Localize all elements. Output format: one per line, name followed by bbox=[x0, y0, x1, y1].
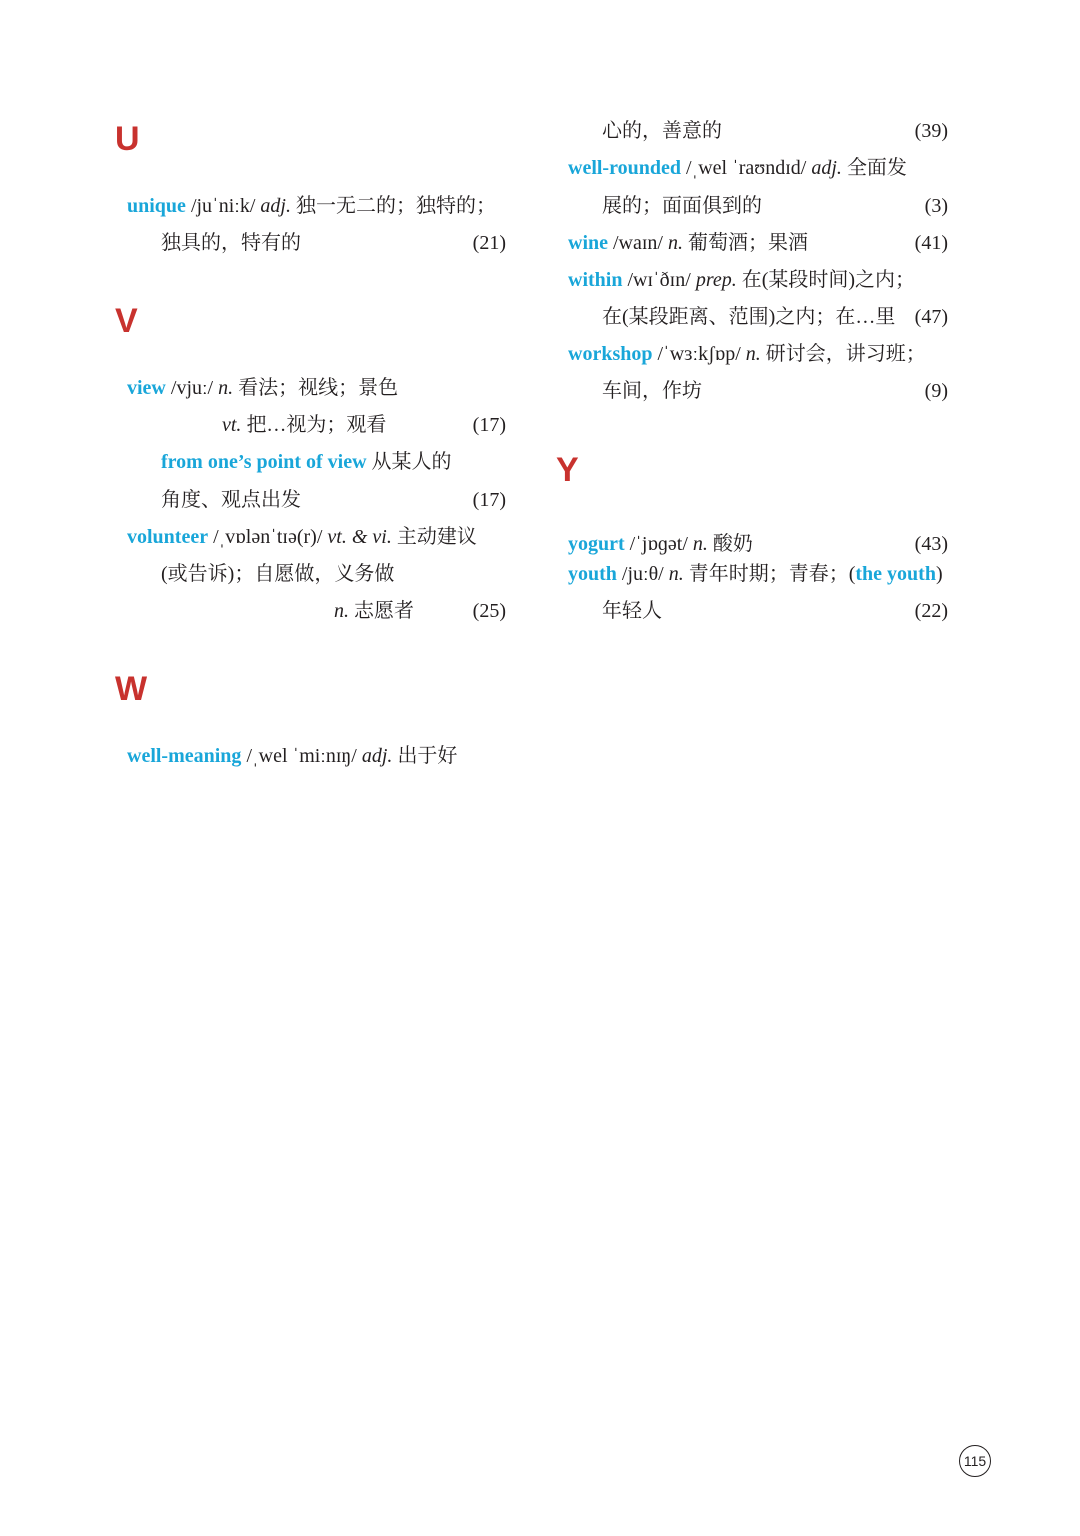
page-ref: (21) bbox=[472, 232, 506, 254]
headword: yogurt bbox=[568, 533, 625, 555]
entry-well-meaning-line2: 心的，善意的 bbox=[602, 120, 722, 142]
phonetic: /juˈniːk/ bbox=[190, 195, 256, 217]
definition: 青年时期；青春；( bbox=[688, 563, 856, 585]
part-of-speech: n. bbox=[218, 377, 234, 399]
entry-volunteer-line1 bbox=[127, 527, 477, 547]
definition: 研讨会，讲习班； bbox=[765, 343, 926, 365]
page-ref: (41) bbox=[914, 232, 948, 254]
page-ref: (17) bbox=[472, 489, 506, 511]
entry-workshop-line2: 车间，作坊 bbox=[602, 380, 702, 402]
part-of-speech: n. bbox=[668, 563, 684, 585]
part-of-speech: vt. bbox=[222, 414, 242, 436]
headword: youth bbox=[568, 563, 617, 585]
entry-view-line1 bbox=[127, 378, 398, 398]
entry-unique-line1 bbox=[127, 196, 496, 216]
page-number: 115 bbox=[959, 1445, 991, 1477]
headword: workshop bbox=[568, 343, 653, 365]
headword: well-rounded bbox=[568, 157, 681, 179]
phonetic: /vjuː/ bbox=[170, 377, 214, 399]
phonetic: /ˈjɒɡət/ bbox=[629, 533, 688, 555]
entry-volunteer-line3 bbox=[334, 601, 414, 621]
definition: 葡萄酒；果酒 bbox=[688, 232, 808, 254]
part-of-speech: n. bbox=[745, 343, 761, 365]
page-ref: (39) bbox=[914, 120, 948, 142]
part-of-speech: adj. bbox=[811, 157, 842, 179]
phrase: from one’s point of view bbox=[161, 451, 367, 473]
entry-yogurt-line1 bbox=[568, 534, 753, 554]
definition: 志愿者 bbox=[354, 600, 414, 622]
definition: 把…视为；观看 bbox=[246, 414, 387, 436]
entry-within-line1 bbox=[568, 270, 915, 290]
definition: 从某人的 bbox=[371, 451, 452, 473]
phonetic: /ˈwɜːkʃɒp/ bbox=[657, 343, 741, 365]
part-of-speech: n. bbox=[668, 232, 683, 254]
entry-volunteer-line2: (或告诉)；自愿做，义务做 bbox=[161, 563, 395, 585]
entry-well-rounded-line1 bbox=[568, 158, 907, 178]
definition: 全面发 bbox=[846, 157, 907, 179]
headword: unique bbox=[127, 195, 186, 217]
entry-well-meaning-line1 bbox=[127, 746, 457, 766]
entry-well-rounded-line2: 展的；面面俱到的 bbox=[602, 195, 762, 217]
part-of-speech: adj. bbox=[260, 195, 291, 217]
entry-workshop-line1 bbox=[568, 344, 926, 364]
definition: 主动建议 bbox=[396, 526, 477, 548]
part-of-speech: n. bbox=[334, 600, 349, 622]
section-letter-y: Y bbox=[556, 451, 579, 489]
part-of-speech: adj. bbox=[361, 745, 393, 767]
entry-wine-line1 bbox=[568, 233, 808, 253]
headword: well-meaning bbox=[127, 745, 242, 767]
part-of-speech: prep. bbox=[695, 269, 737, 291]
entry-within-line2: 在(某段距离、范围)之内；在…里 bbox=[602, 306, 896, 328]
headword: volunteer bbox=[127, 526, 209, 548]
phonetic: /wɪˈðɪn/ bbox=[627, 269, 691, 291]
page-ref: (9) bbox=[924, 380, 948, 402]
section-letter-v: V bbox=[115, 302, 138, 340]
definition: 独一无二的；独特的； bbox=[295, 195, 496, 217]
phonetic: /ˌwel ˈraʊndɪd/ bbox=[685, 157, 807, 179]
phonetic: /ˌvɒlənˈtɪə(r)/ bbox=[213, 526, 323, 548]
phrase: the youth bbox=[855, 563, 936, 585]
part-of-speech: vt. & vi. bbox=[327, 526, 392, 548]
entry-view-line2 bbox=[222, 415, 386, 435]
definition: 酸奶 bbox=[712, 533, 753, 555]
section-letter-w: W bbox=[115, 670, 148, 708]
section-letter-u: U bbox=[115, 120, 140, 158]
entry-unique-line2: 独具的，特有的 bbox=[161, 232, 301, 254]
entry-from-view-line1 bbox=[161, 452, 452, 472]
page-ref: (22) bbox=[914, 600, 948, 622]
definition-close: ) bbox=[935, 563, 943, 585]
entry-from-view-line2: 角度、观点出发 bbox=[161, 489, 301, 511]
page-ref: (3) bbox=[924, 195, 948, 217]
phonetic: /ˌwel ˈmiːnɪŋ/ bbox=[246, 745, 357, 767]
page-ref: (47) bbox=[914, 306, 948, 328]
phonetic: /juːθ/ bbox=[621, 563, 664, 585]
page-ref: (25) bbox=[472, 600, 506, 622]
definition: 出于好 bbox=[397, 745, 458, 767]
entry-youth-line2: 年轻人 bbox=[602, 600, 662, 622]
headword: view bbox=[127, 377, 166, 399]
page-ref: (17) bbox=[472, 414, 506, 436]
part-of-speech: n. bbox=[692, 533, 708, 555]
headword: within bbox=[568, 269, 623, 291]
page-ref: (43) bbox=[914, 533, 948, 555]
headword: wine bbox=[568, 232, 608, 254]
definition: 看法；视线；景色 bbox=[238, 377, 399, 399]
definition: 在(某段时间)之内； bbox=[741, 269, 916, 291]
phonetic: /waɪn/ bbox=[613, 232, 663, 254]
entry-youth-line1 bbox=[568, 564, 943, 584]
